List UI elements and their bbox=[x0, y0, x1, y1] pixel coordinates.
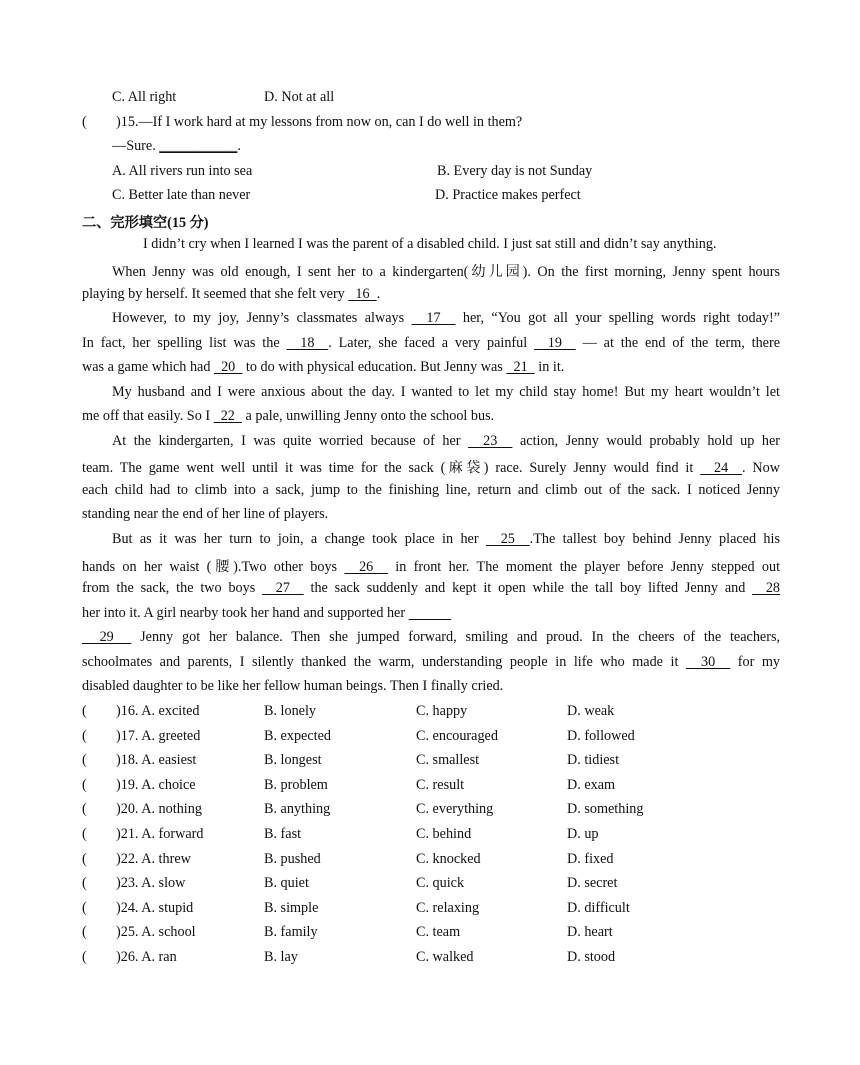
option-a: )18. A. easiest bbox=[116, 752, 197, 768]
option-d: D. something bbox=[567, 801, 644, 817]
blank-20: 20 bbox=[213, 359, 243, 375]
answer-paren: ( bbox=[82, 826, 87, 842]
blank-27: 27 bbox=[262, 580, 304, 596]
option-d: D. heart bbox=[567, 924, 613, 940]
option-b: B. problem bbox=[264, 777, 328, 793]
answer-paren: ( bbox=[82, 703, 87, 719]
answer-paren: ( bbox=[82, 777, 87, 793]
option-d: D. Not at all bbox=[264, 89, 335, 105]
passage-line: However, to my joy, Jenny’s classmates always 17 her, “You got all your spelling words right today!” bbox=[112, 310, 781, 326]
blank-30: 30 bbox=[685, 654, 731, 670]
option-c: C. Better late than never bbox=[112, 187, 251, 203]
passage-line: At the kindergarten, I was quite worried because of her 23 action, Jenny would probably hold up her bbox=[112, 433, 780, 449]
option-c: C. smallest bbox=[416, 752, 480, 768]
option-d: D. Practice makes perfect bbox=[435, 187, 581, 203]
passage-line: me off that easily. So I 22 a pale, unwilling Jenny onto the school bus. bbox=[82, 408, 495, 424]
blank-22: 22 bbox=[213, 408, 242, 424]
passage-line: I didn’t cry when I learned I was the parent of a disabled child. I just sat still and didn’t say anything. bbox=[143, 236, 717, 252]
option-a: )17. A. greeted bbox=[116, 728, 201, 744]
option-a: A. All rivers run into sea bbox=[112, 163, 253, 179]
option-b: B. family bbox=[264, 924, 318, 940]
blank-29: 29 bbox=[82, 629, 132, 645]
blank-line bbox=[409, 605, 452, 621]
passage-line: team. The game went well until it was time for the sack (麻袋) race. Surely Jenny would find it 24 . Now bbox=[82, 460, 781, 476]
blank-23: 23 bbox=[468, 433, 513, 449]
passage-line: hands on her waist (腰).Two other boys 26 in front her. The moment the player before Jenny stepped out bbox=[82, 559, 781, 575]
option-c: C. encouraged bbox=[416, 728, 498, 744]
passage-line: was a game which had 20 to do with physical education. But Jenny was 21 in it. bbox=[82, 359, 565, 375]
option-c: C. result bbox=[416, 777, 465, 793]
answer-paren: ( bbox=[82, 949, 87, 965]
blank-18: 18 bbox=[286, 335, 329, 351]
answer-paren: ( bbox=[82, 114, 87, 130]
option-a: )19. A. choice bbox=[116, 777, 196, 793]
option-d: D. secret bbox=[567, 875, 618, 891]
blank-19: 19 bbox=[534, 335, 576, 351]
option-b: B. lonely bbox=[264, 703, 317, 719]
passage-line: from the sack, the two boys 27 the sack suddenly and kept it open while the tall boy lifted Jenny and 28 bbox=[82, 580, 781, 596]
option-a: )16. A. excited bbox=[116, 703, 200, 719]
blank-26: 26 bbox=[344, 559, 388, 575]
option-c: C. everything bbox=[416, 801, 494, 817]
passage-line: playing by herself. It seemed that she felt very 16 . bbox=[82, 286, 381, 302]
option-c: C. behind bbox=[416, 826, 472, 842]
passage-line: But as it was her turn to join, a change took place in her 25 .The tallest boy behind Jenny placed his bbox=[112, 531, 780, 547]
answer-paren: ( bbox=[82, 728, 87, 744]
passage-line: My husband and I were anxious about the day. I wanted to let my child stay home! But my heart wouldn’t let bbox=[112, 384, 780, 400]
answer-paren: ( bbox=[82, 851, 87, 867]
answer-paren: ( bbox=[82, 924, 87, 940]
answer-paren: ( bbox=[82, 875, 87, 891]
option-a: )20. A. nothing bbox=[116, 801, 202, 817]
answer-paren: ( bbox=[82, 900, 87, 916]
passage-line: When Jenny was old enough, I sent her to a kindergarten(幼儿园). On the first morning, Jenny spent hours bbox=[112, 264, 780, 280]
option-b: B. fast bbox=[264, 826, 302, 842]
option-d: D. followed bbox=[567, 728, 635, 744]
option-c: C. team bbox=[416, 924, 461, 940]
option-d: D. fixed bbox=[567, 851, 614, 867]
option-b: B. expected bbox=[264, 728, 331, 744]
option-d: D. up bbox=[567, 826, 599, 842]
option-a: )21. A. forward bbox=[116, 826, 204, 842]
option-d: D. difficult bbox=[567, 900, 630, 916]
option-b: B. quiet bbox=[264, 875, 309, 891]
section-title: 二、完形填空(15 分) bbox=[82, 215, 209, 231]
answer-paren: ( bbox=[82, 801, 87, 817]
passage-line: her into it. A girl nearby took her hand and supported her bbox=[82, 605, 451, 622]
answer-paren: ( bbox=[82, 752, 87, 768]
passage-line: standing near the end of her line of players. bbox=[82, 506, 329, 522]
option-c: C. knocked bbox=[416, 851, 481, 867]
option-c: C. All right bbox=[112, 89, 177, 105]
option-b: B. pushed bbox=[264, 851, 321, 867]
passage-line: schoolmates and parents, I silently thanked the warm, understanding people in life who made it 30 for my bbox=[82, 654, 781, 670]
passage-line: each child had to climb into a sack, jump to the finishing line, return and climb out of the sack. I noticed Jenny bbox=[82, 482, 780, 498]
option-b: B. longest bbox=[264, 752, 322, 768]
passage-line: disabled daughter to be like her fellow human beings. Then I finally cried. bbox=[82, 678, 504, 694]
option-c: C. happy bbox=[416, 703, 468, 719]
option-b: B. lay bbox=[264, 949, 298, 965]
option-d: D. exam bbox=[567, 777, 616, 793]
blank-17: 17 bbox=[411, 310, 456, 326]
passage-line: In fact, her spelling list was the 18 . Later, she faced a very painful 19 — at the end of the term, there bbox=[82, 335, 780, 351]
blank-25: 25 bbox=[485, 531, 530, 547]
answer-blank: ___________ bbox=[159, 138, 238, 154]
blank-24: 24 bbox=[700, 460, 742, 476]
option-d: D. tidiest bbox=[567, 752, 620, 768]
option-d: D. weak bbox=[567, 703, 615, 719]
blank-28: 28 bbox=[752, 580, 781, 596]
option-c: C. quick bbox=[416, 875, 465, 891]
option-a: )23. A. slow bbox=[116, 875, 186, 891]
option-c: C. walked bbox=[416, 949, 474, 965]
option-d: D. stood bbox=[567, 949, 616, 965]
option-c: C. relaxing bbox=[416, 900, 480, 916]
option-a: )24. A. stupid bbox=[116, 900, 194, 916]
option-b: B. anything bbox=[264, 801, 331, 817]
option-a: )25. A. school bbox=[116, 924, 196, 940]
option-a: )26. A. ran bbox=[116, 949, 177, 965]
blank-21: 21 bbox=[506, 359, 535, 375]
question-15-reply: —Sure. ___________. bbox=[112, 138, 241, 154]
passage-line: 29 Jenny got her balance. Then she jumped forward, smiling and proud. In the cheers of the teachers, bbox=[82, 629, 781, 645]
blank-16: 16 bbox=[348, 286, 377, 302]
question-15: )15.—If I work hard at my lessons from now on, can I do well in them? bbox=[116, 114, 523, 130]
option-a: )22. A. threw bbox=[116, 851, 191, 867]
option-b: B. Every day is not Sunday bbox=[437, 163, 593, 179]
option-b: B. simple bbox=[264, 900, 319, 916]
